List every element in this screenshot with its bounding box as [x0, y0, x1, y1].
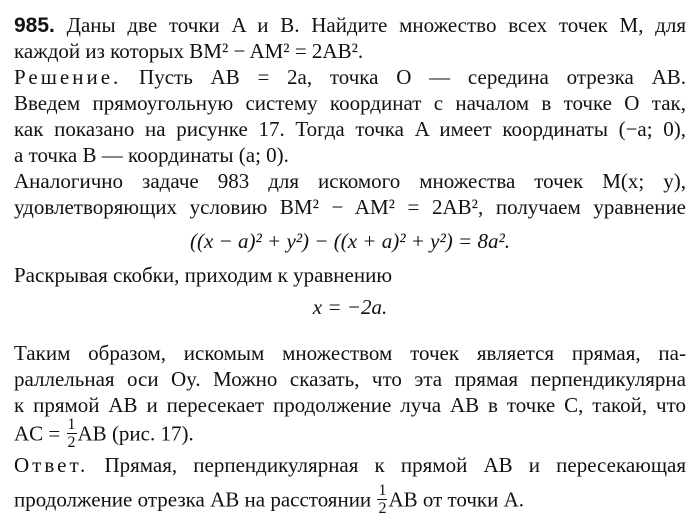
answer-fraction-one-half: [377, 482, 387, 517]
problem-line-1: [14, 12, 686, 39]
solution-line-5: Аналогично задаче 983 для искомого множества точек M(x; y),: [14, 169, 686, 193]
fraction-one-half: [67, 416, 77, 451]
problem-line-2: каждой из которых BM² − AM² = 2AB².: [14, 39, 364, 63]
solution-line-7: Раскрывая скобки, приходим к уравнению: [14, 263, 393, 287]
fraction-numerator: 1: [67, 416, 76, 433]
problem-number: 985.: [14, 14, 55, 37]
solution-line-9: раллельная оси Oy. Можно сказать, что эта прямая перпендикулярна: [14, 367, 686, 391]
solution-line-1: [14, 64, 686, 90]
answer-line-1: [14, 452, 686, 478]
solution-line-10: к прямой AB и пересекает продолжение луча AB в точке C, такой, что: [14, 393, 686, 417]
answer-text-2-end: AB от точки A.: [388, 487, 525, 512]
solution-line-4: а точка B — координаты (a; 0).: [14, 143, 289, 167]
solution-line-11: [14, 418, 686, 453]
answer-label: Ответ.: [14, 453, 89, 477]
answer-text-1: Прямая, перпендикулярная к прямой AB и пересекающая: [104, 453, 686, 477]
solution-label: Решение.: [14, 65, 122, 89]
solution-text-1: Пусть AB = 2a, точка O — середина отрезка AB.: [139, 65, 687, 89]
ac-lhs: AC =: [14, 421, 61, 446]
fraction-denominator: 2: [67, 434, 76, 451]
ac-rhs: AB (рис. 17).: [77, 421, 194, 446]
answer-line-2: [14, 484, 686, 519]
solution-line-2: Введем прямоугольную систему координат с началом в точке O так,: [14, 91, 686, 115]
equation-1: ((x − a)² + y²) − ((x + a)² + y²) = 8a².: [190, 229, 510, 253]
answer-fraction-numerator: 1: [378, 482, 387, 499]
equation-2: x = −2a.: [312, 295, 388, 319]
solution-line-6: удовлетворяющих условию BM² − AM² = 2AB², получаем уравнение: [14, 195, 686, 219]
solution-line-8: Таким образом, искомым множеством точек является прямая, па-: [14, 341, 686, 365]
problem-text-1: Даны две точки A и B. Найдите множество всех точек M, для: [66, 13, 687, 37]
solution-line-3: как показано на рисунке 17. Тогда точка A имеет координаты (−a; 0),: [14, 117, 686, 141]
answer-text-2-start: продолжение отрезка AB на расстоянии: [14, 487, 372, 512]
answer-fraction-denominator: 2: [378, 500, 387, 517]
